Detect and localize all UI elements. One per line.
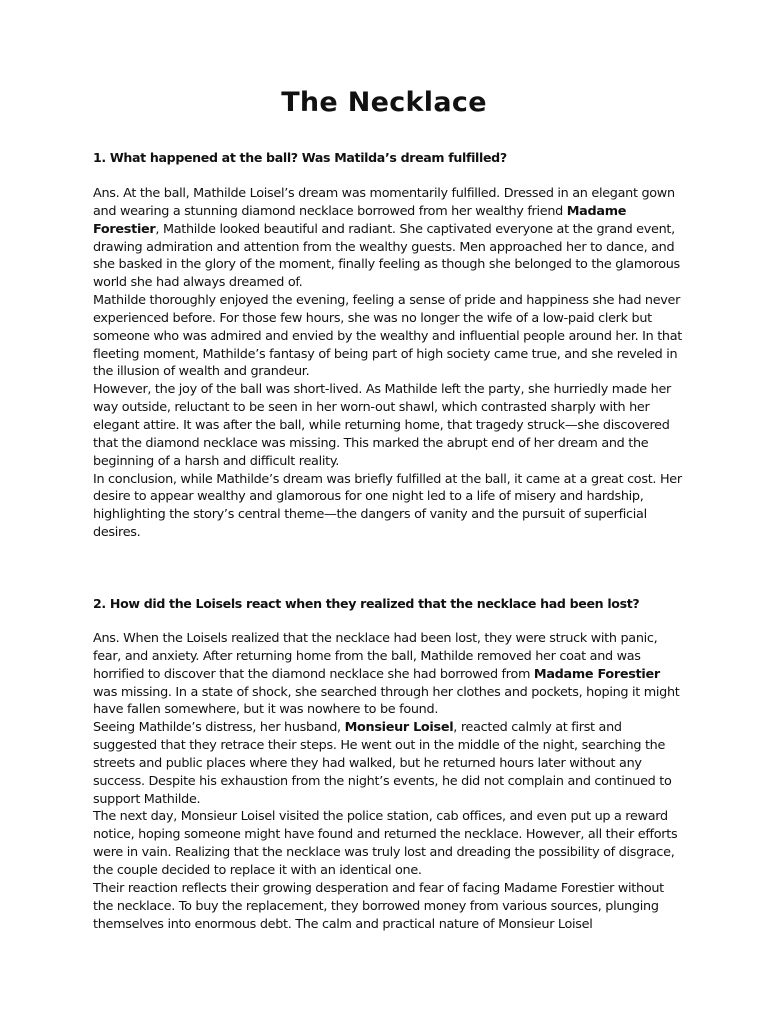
answer-2-p1-bold-name: Madame Forestier xyxy=(533,666,660,682)
answer-2-p1-text-b: was missing. In a state of shock, she searched through her clothes and pockets, hoping it might have fallen somewhere, but it was nowhere to be found. xyxy=(93,684,680,718)
page-title: The Necklace xyxy=(281,87,487,118)
answer-1-p1-bold-name: Madame Forestier xyxy=(93,203,627,237)
answer-2-paragraph-2 xyxy=(93,719,683,808)
answer-2-paragraph-1 xyxy=(93,630,683,719)
answer-2-p2-text-b: , reacted calmly at first and suggested that they retrace their steps. He went out in the middle of the night, searching the streets and public places where they had walked, but he returned hours later without any success. Despite his exhaustion from the night’s events, he did not complain and continued to support Mathilde. xyxy=(93,720,672,807)
question-2-heading: 2. How did the Loisels react when they realized that the necklace had been lost? xyxy=(93,596,640,611)
answer-2-p2-bold-name: Monsieur Loisel xyxy=(344,720,454,736)
answer-1-paragraph-3: However, the joy of the ball was short-lived. As Mathilde left the party, she hurriedly made her way outside, reluctant to be seen in her worn-out shawl, which contrasted sharply with her elegant attire. It was after the ball, while returning home, that tragedy struck—she discovered that the diamond necklace was missing. This marked the abrupt end of her dream and the beginning of a harsh and difficult reality. xyxy=(93,382,671,469)
answer-1 xyxy=(93,185,683,542)
answer-2-p1-text-a: Ans. When the Loisels realized that the necklace had been lost, they were struck with panic, fear, and anxiety. After returning home from the ball, Mathilde removed her coat and was horrified to discover that the diamond necklace she had borrowed from xyxy=(93,631,658,682)
answer-1-paragraph-4: In conclusion, while Mathilde’s dream was briefly fulfilled at the ball, it came at a great cost. Her desire to appear wealthy and glamorous for one night led to a life of misery and hardship, highlighting the story’s central theme—the dangers of vanity and the pursuit of superficial desires. xyxy=(93,471,682,541)
answer-1-p1-text-b: , Mathilde looked beautiful and radiant. She captivated everyone at the grand event, drawing admiration and attention from the wealthy guests. Men approached her to dance, and she basked in the glory of the moment, finally feeling as though she belonged to the glamorous world she had always dreamed of. xyxy=(93,221,680,291)
answer-1-paragraph-2: Mathilde thoroughly enjoyed the evening, feeling a sense of pride and happiness she had never experienced before. For those few hours, she was no longer the wife of a low-paid clerk but someone who was admired and envied by the wealthy and influential people around her. In that fleeting moment, Mathilde’s fantasy of being part of high society came true, and she reveled in the illusion of wealth and grandeur. xyxy=(93,293,682,380)
answer-2-paragraph-3: The next day, Monsieur Loisel visited the police station, cab offices, and even put up a reward notice, hoping someone might have found and returned the necklace. However, all their efforts were in vain. Realizing that the necklace was truly lost and dreading the possibility of disgrace, the couple decided to replace it with an identical one. xyxy=(93,809,678,878)
answer-1-paragraph-1 xyxy=(93,185,683,292)
answer-2-p2-text-a: Seeing Mathilde’s distress, her husband, xyxy=(93,720,345,736)
answer-1-p1-text-a: Ans. At the ball, Mathilde Loisel’s dream was momentarily fulfilled. Dressed in an elegant gown and wearing a stunning diamond necklace borrowed from her wealthy friend xyxy=(93,186,675,219)
answer-2-paragraph-4: Their reaction reflects their growing desperation and fear of facing Madame Forestier without the necklace. To buy the replacement, they borrowed money from various sources, plunging themselves into enormous debt. The calm and practical nature of Monsieur Loisel xyxy=(93,880,664,932)
answer-2 xyxy=(93,630,683,933)
question-1-heading: 1. What happened at the ball? Was Matilda’s dream fulfilled? xyxy=(93,150,507,165)
